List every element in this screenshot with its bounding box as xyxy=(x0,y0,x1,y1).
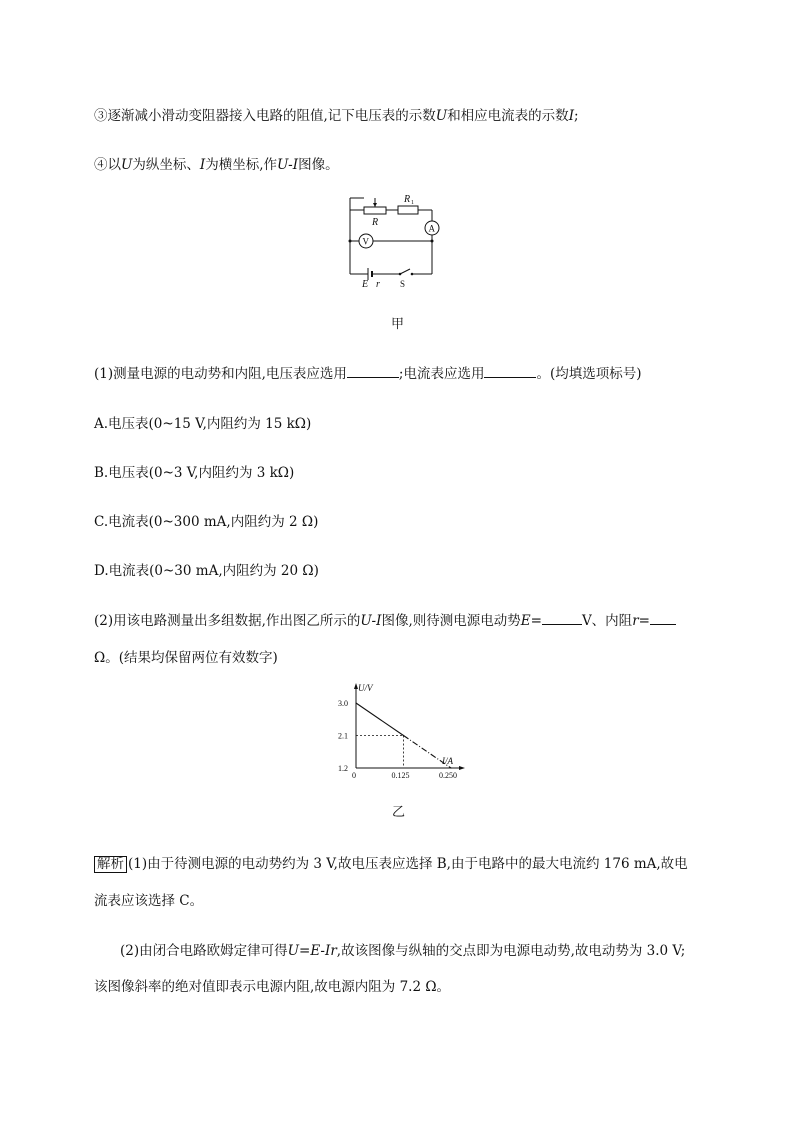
step-3-part1: ③逐渐减小滑动变阻器接入电路的阻值,记下电压表的示数 xyxy=(94,108,436,124)
option-c: C.电流表(0~300 mA,内阻约为 2 Ω) xyxy=(94,514,319,530)
data-point xyxy=(403,735,404,736)
y-tick-label: 3.0 xyxy=(338,699,348,708)
circuit-diagram xyxy=(340,188,450,293)
y-tick-label: 1.2 xyxy=(338,764,348,773)
y-axis-label: U/V xyxy=(358,683,373,693)
label-v: V xyxy=(362,236,369,247)
step-4-part4: 图像。 xyxy=(298,157,339,173)
rheostat-resistor xyxy=(364,207,386,214)
solution-p2-part2: ,故该图像与纵轴的交点即为电源电动势,故电动势为 3.0 V; xyxy=(336,943,686,959)
step-4-part2: 为纵坐标、 xyxy=(132,157,200,173)
step-3-end: ; xyxy=(574,108,579,124)
question-2-line1 xyxy=(94,609,676,629)
data-point xyxy=(355,702,356,703)
q2-part1: (2)用该电路测量出多组数据,作出图乙所示的 xyxy=(94,613,361,629)
x-tick-label: 0.125 xyxy=(391,771,410,780)
ui-chart xyxy=(330,680,470,780)
option-b: B.电压表(0~3 V,内阻约为 3 kΩ) xyxy=(94,465,295,481)
solution-tag: 解析 xyxy=(94,856,127,873)
option-a: A.电压表(0~15 V,内阻约为 15 kΩ) xyxy=(94,416,312,432)
step-4-var-u: U xyxy=(121,157,133,173)
label-r1-sub: 1 xyxy=(411,200,414,206)
q2-var-ui: U-I xyxy=(360,613,382,629)
solution-line4: 该图像斜率的绝对值即表示电源内阻,故电源内阻为 7.2 Ω。 xyxy=(94,979,451,995)
q2-var-r: r xyxy=(632,613,639,629)
solution-p1-part1: (1)由于待测电源的电动势约为 3 V,故电压表应选择 B,由于电路中的最大电流约 176 mA,故电 xyxy=(128,856,688,872)
y-tick-label: 2.1 xyxy=(338,731,348,741)
label-r1: R xyxy=(404,194,411,205)
q1-part2: ;电流表应选用 xyxy=(398,366,485,382)
solution-line1 xyxy=(94,852,688,873)
solution-line3 xyxy=(120,939,685,959)
step-4-part1: ④以 xyxy=(94,157,121,173)
chart-caption: 乙 xyxy=(392,805,406,820)
q2-part2: 图像,则待测电源电动势 xyxy=(381,613,521,629)
solution-line2: 流表应该选择 C。 xyxy=(94,893,204,909)
label-e: E xyxy=(362,279,369,290)
step-4-var-i: I xyxy=(199,157,206,173)
step-4-text xyxy=(94,153,339,173)
q1-blank-ammeter[interactable] xyxy=(484,365,536,378)
label-a: A xyxy=(428,223,435,234)
r1-resistor xyxy=(398,206,418,214)
q1-part3: 。(均填选项标号) xyxy=(536,366,642,382)
x-tick-label: 0.250 xyxy=(439,771,457,780)
step-4-var-ui: U-I xyxy=(277,157,299,173)
q2-blank-resistance[interactable] xyxy=(650,612,676,625)
question-2-line2: Ω。(结果均保留两位有效数字) xyxy=(94,650,278,666)
question-1 xyxy=(94,362,642,382)
solution-p2-part1: (2)由闭合电路欧姆定律可得 xyxy=(120,943,288,959)
label-s: S xyxy=(400,279,406,289)
series-line-segment xyxy=(356,703,404,736)
q2-var-e: E xyxy=(520,613,531,629)
label-r: R xyxy=(372,217,379,228)
step-3-var-u: U xyxy=(435,108,448,124)
step-3-text xyxy=(94,104,579,124)
origin-label: 0 xyxy=(352,771,356,780)
q2-eq1: = xyxy=(530,613,542,629)
label-small-r: r xyxy=(376,279,380,290)
step-4-part3: 为横坐标,作 xyxy=(205,157,278,173)
x-axis-label: I/A xyxy=(442,756,453,766)
circuit-caption: 甲 xyxy=(391,317,405,332)
q1-part1: (1)测量电源的电动势和内阻,电压表应选用 xyxy=(94,366,347,382)
x-axis-arrow-icon xyxy=(459,766,465,770)
q2-blank-emf[interactable] xyxy=(542,612,582,625)
q2-eq2: = xyxy=(638,613,650,629)
step-3-var-i: I xyxy=(568,108,575,124)
data-point xyxy=(450,767,451,768)
q2-part3: V、内阻 xyxy=(581,613,633,629)
solution-p2-equation: U=E-Ir xyxy=(287,943,337,959)
option-d: D.电流表(0~30 mA,内阻约为 20 Ω) xyxy=(94,563,319,579)
step-3-part2: 和相应电流表的示数 xyxy=(447,108,569,124)
q1-blank-voltmeter[interactable] xyxy=(347,365,399,378)
